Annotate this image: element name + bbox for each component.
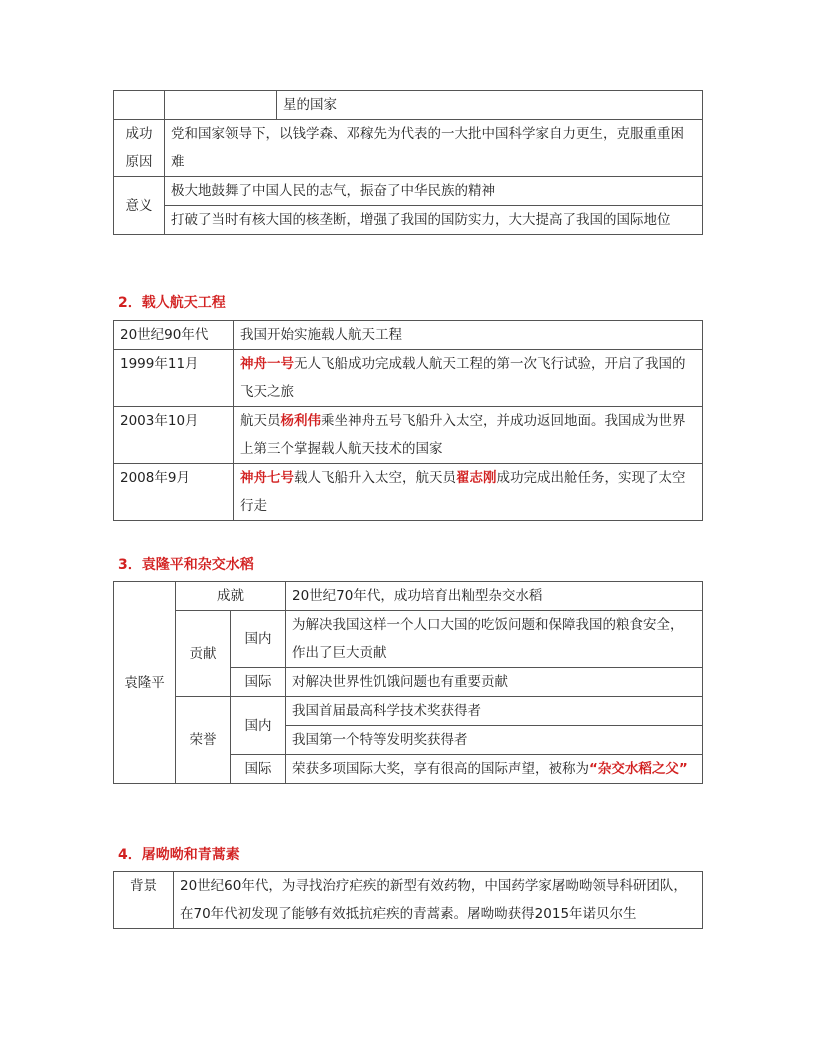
honor-domestic: 我国首届最高科学技术奖获得者 (286, 697, 703, 726)
section-heading: 3．袁隆平和杂交水稻 (118, 557, 254, 573)
event-text: 航天员 (240, 413, 281, 429)
artemisinin-table (113, 871, 703, 929)
table-cell: 星的国家 (277, 91, 703, 120)
table-row (114, 350, 703, 407)
meaning-text: 打破了当时有核大国的核垄断，增强了我国的国防实力，大大提高了我国的国际地位 (165, 206, 703, 235)
table-row (114, 872, 703, 929)
table-row (114, 91, 703, 120)
background-label: 背景 (114, 872, 174, 929)
contribution-domestic: 为解决我国这样一个人口大国的吃饭问题和保障我国的粮食安全，作出了巨大贡献 (286, 611, 703, 668)
event-text: 我国开始实施载人航天工程 (240, 327, 402, 343)
event-cell (234, 464, 703, 521)
event-text: 乘坐神舟五号飞船升入太空，并成功返回地面。我国成为世界上第三个掌握载人航天技术的国家 (240, 413, 686, 457)
event-text: 成功完成出舱任务，实现了太空行走 (240, 470, 686, 514)
achievement-table (113, 90, 703, 235)
table-row (114, 120, 703, 177)
section-heading: 2．载人航天工程 (118, 295, 226, 311)
cause-text: 党和国家领导下，以钱学森、邓稼先为代表的一大批中国科学家自力更生，克服重重困难 (165, 120, 703, 177)
honor-domestic: 我国第一个特等发明奖获得者 (286, 726, 703, 755)
section-heading: 4．屠呦呦和青蒿素 (118, 847, 240, 863)
table-row (114, 206, 703, 235)
meaning-label: 意义 (114, 177, 165, 235)
date-cell: 2003年10月 (114, 407, 234, 464)
highlight-text: 神舟一号 (240, 356, 294, 372)
event-cell (234, 321, 703, 350)
spaceflight-table (113, 320, 703, 521)
achievement-text: 20世纪70年代，成功培育出籼型杂交水稻 (286, 582, 703, 611)
date-cell: 1999年11月 (114, 350, 234, 407)
contribution-label: 贡献 (176, 611, 231, 697)
honor-international-text: 荣获多项国际大奖，享有很高的国际声望，被称为 (292, 761, 589, 777)
table-row (114, 177, 703, 206)
international-label: 国际 (231, 755, 286, 784)
meaning-text: 极大地鼓舞了中国人民的志气，振奋了中华民族的精神 (165, 177, 703, 206)
honor-international (286, 755, 703, 784)
contribution-international: 对解决世界性饥饿问题也有重要贡献 (286, 668, 703, 697)
honor-title-highlight: “杂交水稻之父” (589, 761, 688, 777)
highlight-text: 杨利伟 (280, 413, 321, 429)
table-row (114, 611, 703, 668)
achievement-label: 成就 (176, 582, 286, 611)
event-cell (234, 407, 703, 464)
highlight-text: 神舟七号 (240, 470, 294, 486)
table-cell (165, 91, 277, 120)
rice-table (113, 581, 703, 784)
background-text: 20世纪60年代，为寻找治疗疟疾的新型有效药物，中国药学家屠呦呦领导科研团队，在70年代初发现了能够有效抵抗疟疾的青蒿素。屠呦呦获得2015年诺贝尔生 (174, 872, 703, 929)
international-label: 国际 (231, 668, 286, 697)
event-text: 无人飞船成功完成载人航天工程的第一次飞行试验，开启了我国的飞天之旅 (240, 356, 686, 400)
cause-label: 成功原因 (114, 120, 165, 177)
table-row (114, 582, 703, 611)
domestic-label: 国内 (231, 611, 286, 668)
table-row (114, 464, 703, 521)
person-name: 袁隆平 (114, 582, 176, 784)
highlight-text: 翟志刚 (456, 470, 497, 486)
table-cell (114, 91, 165, 120)
event-cell (234, 350, 703, 407)
event-text: 载人飞船升入太空，航天员 (294, 470, 456, 486)
domestic-label: 国内 (231, 697, 286, 755)
table-row (114, 321, 703, 350)
table-row (114, 697, 703, 726)
table-row (114, 407, 703, 464)
date-cell: 20世纪90年代 (114, 321, 234, 350)
honor-label: 荣誉 (176, 697, 231, 784)
date-cell: 2008年9月 (114, 464, 234, 521)
